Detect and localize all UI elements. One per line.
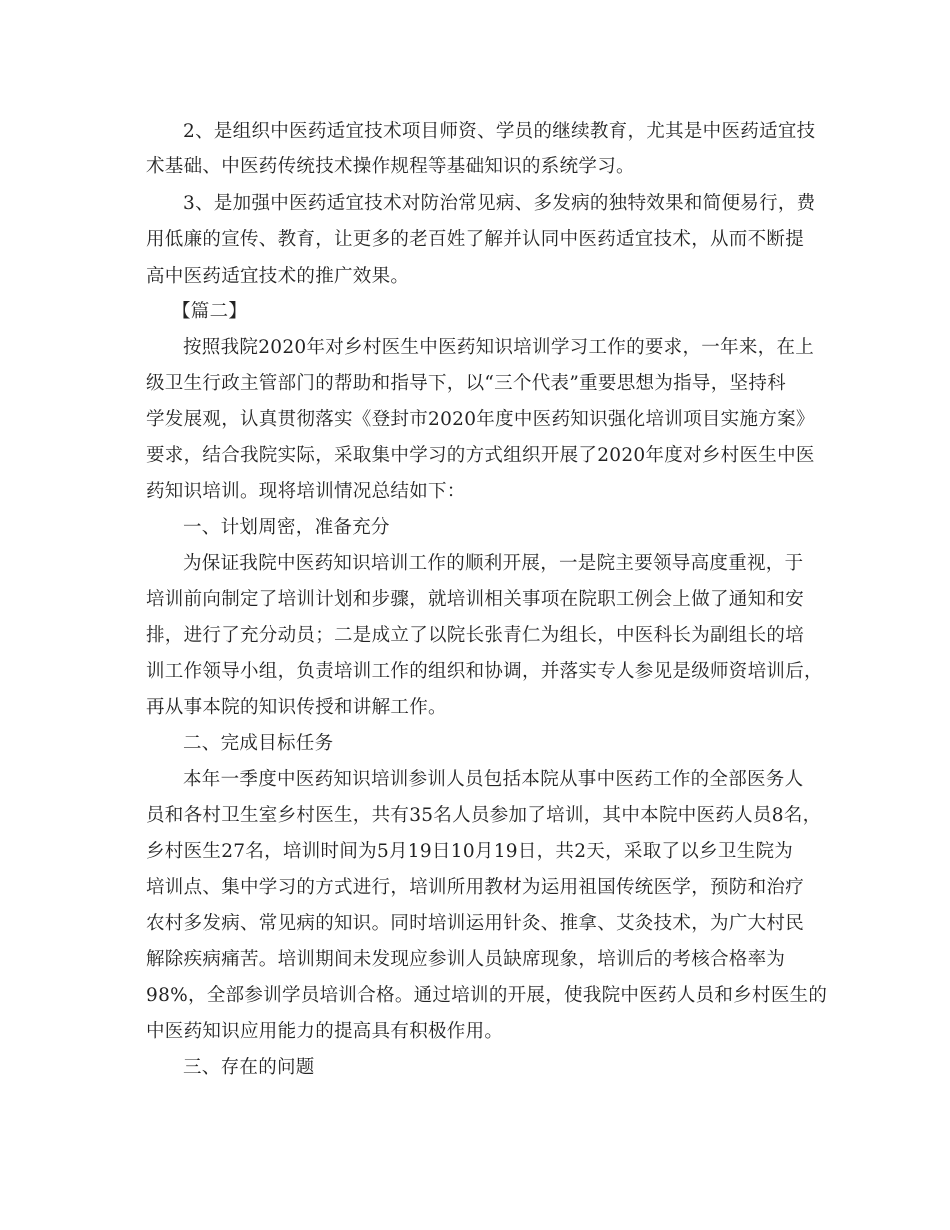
paragraph-line: 排，进行了充分动员；二是成立了以院长张青仁为组长，中医科长为副组长的培 xyxy=(146,625,805,646)
section-heading: 三、存在的问题 xyxy=(183,1057,315,1078)
paragraph-line: 要求，结合我院实际，采取集中学习的方式组织开展了2020年度对乡村医生中医 xyxy=(146,445,815,466)
paragraph-line: 2、是组织中医药适宜技术项目师资、学员的继续教育，尤其是中医药适宜技 xyxy=(183,121,816,142)
paragraph-line: 员和各村卫生室乡村医生，共有35名人员参加了培训，其中本院中医药人员8名， xyxy=(146,805,822,826)
paragraph-line: 培训点、集中学习的方式进行，培训所用教材为运用祖国传统医学，预防和治疗 xyxy=(146,877,805,898)
paragraph-line: 培训前向制定了培训计划和步骤，就培训相关事项在院职工例会上做了通知和安 xyxy=(146,589,805,610)
paragraph-line: 本年一季度中医药知识培训参训人员包括本院从事中医药工作的全部医务人 xyxy=(183,769,804,790)
section-heading: 二、完成目标任务 xyxy=(183,733,334,754)
paragraph-line: 3、是加强中医药适宜技术对防治常见病、多发病的独特效果和简便易行，费 xyxy=(183,193,816,214)
paragraph-line: 药知识培训。现将培训情况总结如下： xyxy=(146,481,466,502)
paragraph-line: 用低廉的宣传、教育，让更多的老百姓了解并认同中医药适宜技术，从而不断提 xyxy=(146,229,805,250)
paragraph-line: 高中医药适宜技术的推广效果。 xyxy=(146,266,410,287)
paragraph-line: 中医药知识应用能力的提高具有积极作用。 xyxy=(146,1021,504,1042)
paragraph-line: 农村多发病、常见病的知识。同时培训运用针灸、推拿、艾灸技术，为广大村民 xyxy=(146,913,805,934)
paragraph-line: 乡村医生27名，培训时间为5月19日10月19日，共2天，采取了以乡卫生院为 xyxy=(146,841,794,862)
paragraph-line: 术基础、中医药传统技术操作规程等基础知识的系统学习。 xyxy=(146,156,635,177)
paragraph-line: 98%，全部参训学员培训合格。通过培训的开展，使我院中医药人员和乡村医生的 xyxy=(146,985,828,1006)
paragraph-line: 训工作领导小组，负责培训工作的组织和协调，并落实专人参见是级师资培训后， xyxy=(146,661,823,682)
paragraph-line: 为保证我院中医药知识培训工作的顺利开展，一是院主要领导高度重视，于 xyxy=(183,553,804,574)
paragraph-line: 学发展观，认真贯彻落实《登封市2020年度中医药知识强化培训项目实施方案》 xyxy=(146,409,815,430)
section-heading: 一、计划周密，准备充分 xyxy=(183,517,390,538)
paragraph-line: 级卫生行政主管部门的帮助和指导下，以“三个代表”重要思想为指导，坚持科 xyxy=(146,373,786,394)
paragraph-line: 解除疾病痛苦。培训期间未发现应参训人员缺席现象，培训后的考核合格率为 xyxy=(146,949,786,970)
section-heading: 【篇二】 xyxy=(172,301,248,322)
paragraph-line: 再从事本院的知识传授和讲解工作。 xyxy=(146,697,447,718)
paragraph-line: 按照我院2020年对乡村医生中医药知识培训学习工作的要求，一年来，在上 xyxy=(183,337,815,358)
